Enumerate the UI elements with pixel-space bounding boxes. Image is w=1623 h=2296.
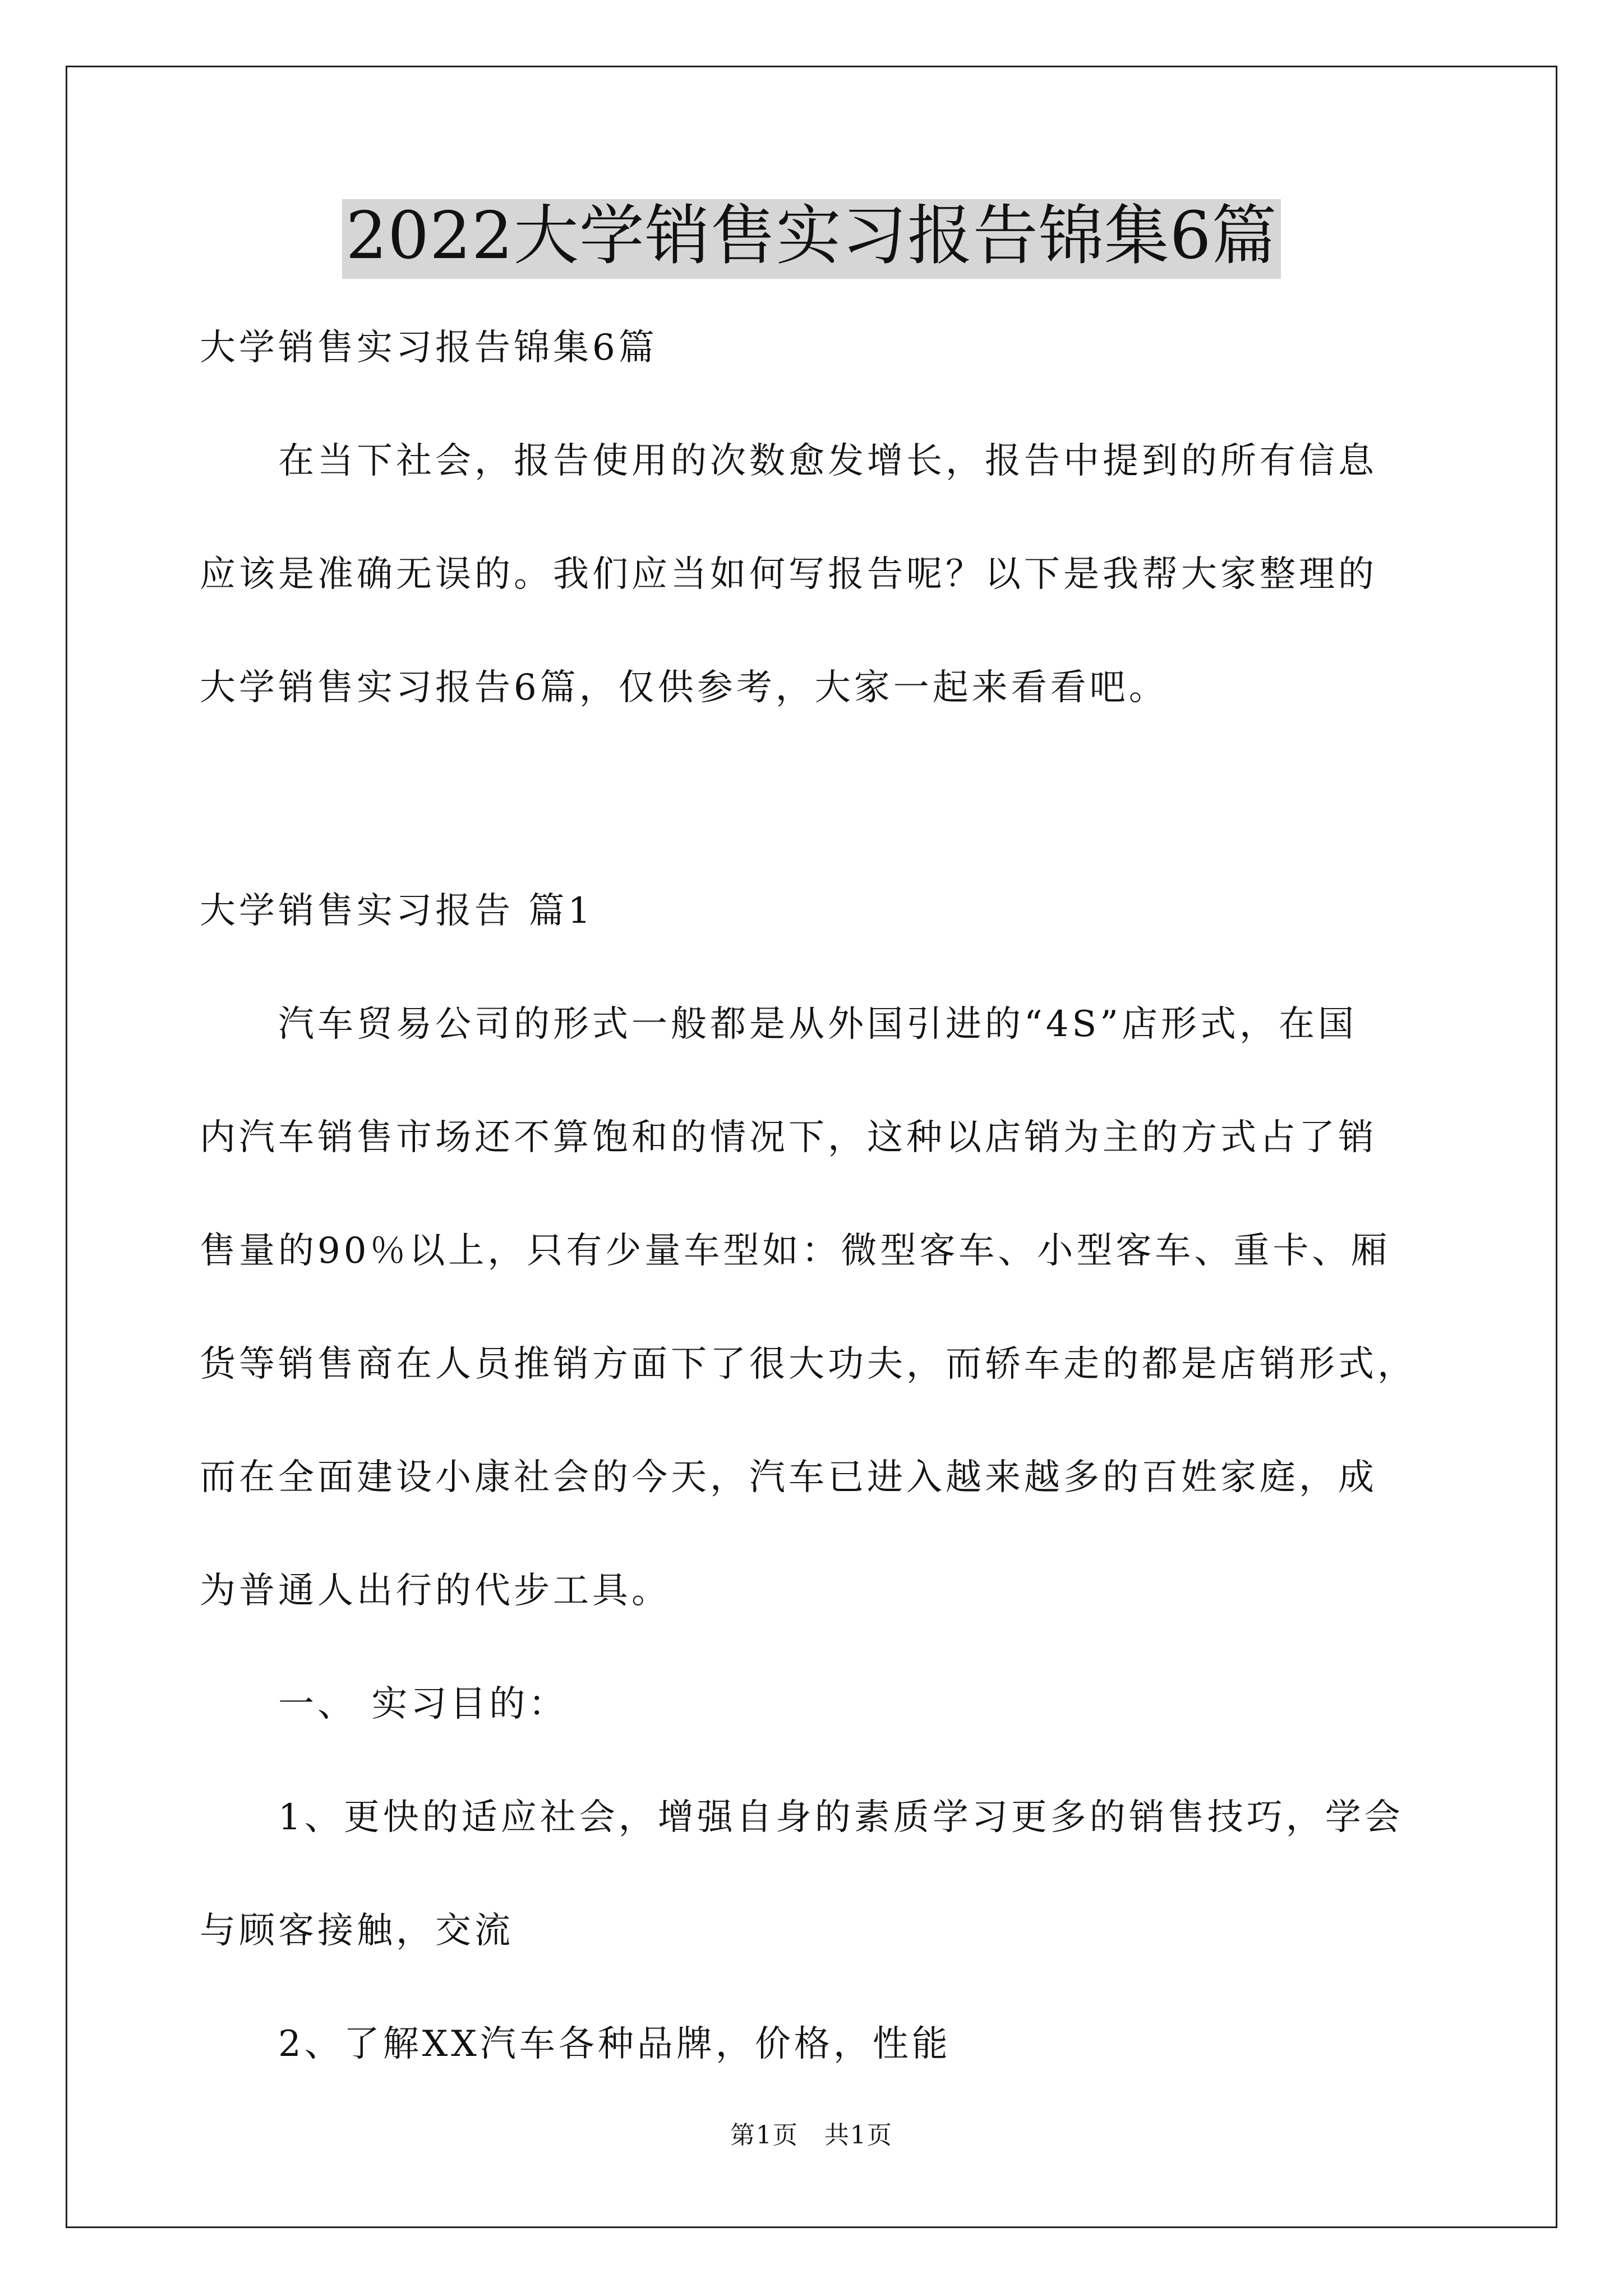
document-title (0, 199, 1623, 279)
intro-line-3: 大学销售实习报告6篇，仅供参考，大家一起来看看吧。 (200, 667, 1168, 708)
document-body (200, 314, 1433, 2124)
body-line-5: 而在全面建设小康社会的今天，汽车已进入越来越多的百姓家庭，成 (200, 1457, 1377, 1498)
page-number-footer: 第1页 共1页 (730, 2121, 893, 2150)
intro-line-1: 在当下社会，报告使用的次数愈发增长，报告中提到的所有信息 (278, 440, 1377, 482)
list-item-1: 1、更快的适应社会，增强自身的素质学习更多的销售技巧，学会 (278, 1797, 1404, 1838)
list-item-1-continued: 与顾客接触，交流 (200, 1910, 514, 1952)
list-heading: 一、 实习目的： (278, 1683, 568, 1725)
body-line-1: 汽车贸易公司的形式一般都是从外国引进的“4S”店形式，在国 (278, 1004, 1357, 1045)
body-line-6: 为普通人出行的代步工具。 (200, 1570, 671, 1612)
section-heading: 大学销售实习报告 篇1 (200, 890, 594, 932)
subtitle-line: 大学销售实习报告锦集6篇 (200, 327, 658, 369)
list-item-2: 2、了解XX汽车各种品牌，价格，性能 (278, 2023, 951, 2065)
intro-line-2: 应该是准确无误的。我们应当如何写报告呢？以下是我帮大家整理的 (200, 554, 1377, 595)
document-title-text: 2022大学销售实习报告锦集6篇 (342, 199, 1280, 279)
body-line-2: 内汽车销售市场还不算饱和的情况下，这种以店销为主的方式占了销 (200, 1117, 1377, 1158)
body-line-4: 货等销售商在人员推销方面下了很大功夫，而轿车走的都是店销形式， (200, 1343, 1417, 1385)
body-line-3: 售量的90％以上，只有少量车型如：微型客车、小型客车、重卡、厢 (200, 1230, 1391, 1272)
